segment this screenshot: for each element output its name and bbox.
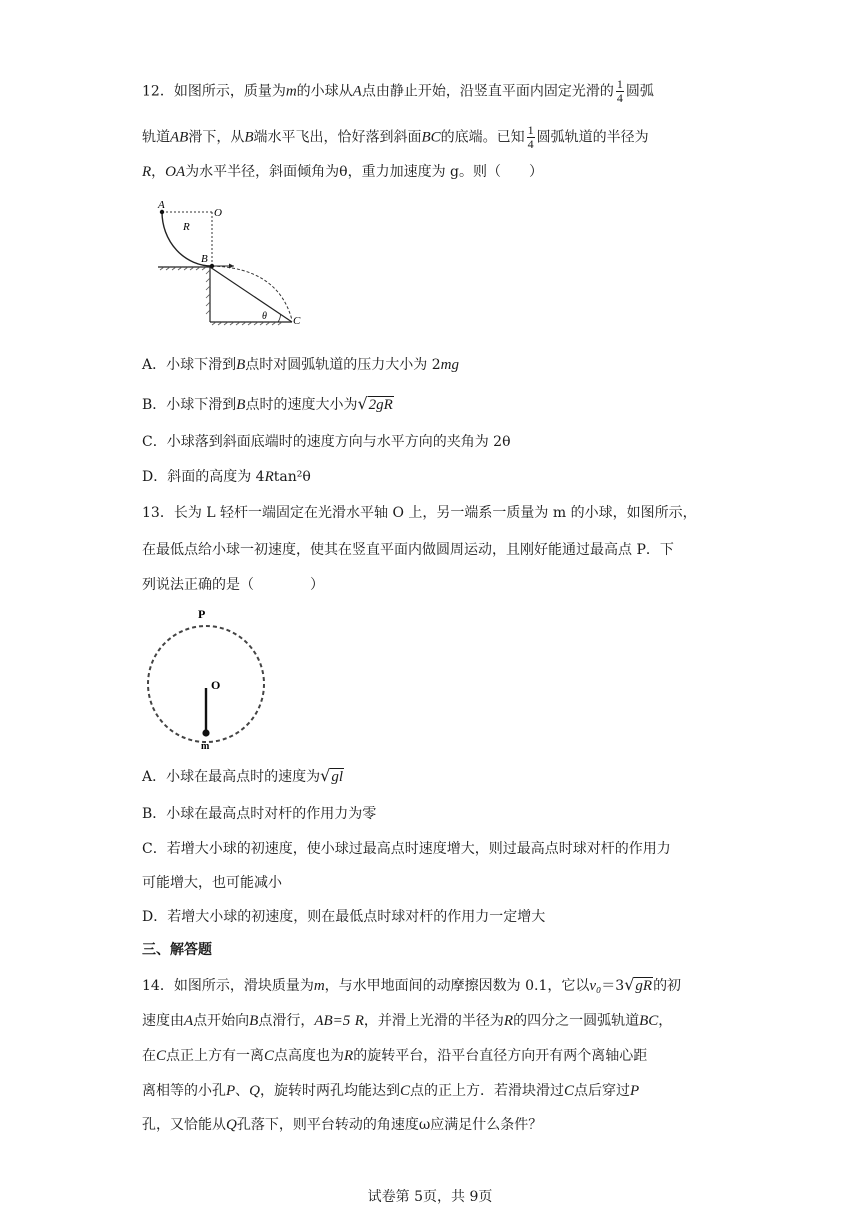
quarter-fraction: $\frac{1}{4}$	[527, 123, 534, 151]
sqrt-icon: √	[320, 766, 331, 785]
point-b-dot	[210, 264, 214, 268]
projectile-trajectory	[212, 266, 292, 320]
sqrt-icon: √	[357, 394, 368, 413]
label-c: C	[293, 315, 301, 327]
page-footer: 试卷第 5页，共 9页	[367, 1189, 493, 1205]
q12-option-a: A．小球下滑到B点时对圆弧轨道的压力大小为 2mg	[142, 357, 459, 373]
q12-option-d: D．斜面的高度为 4Rtan²θ	[142, 469, 311, 485]
q13-option-d: D．若增大小球的初速度，则在最低点时球对杆的作用力一定增大	[142, 909, 546, 925]
label-theta: θ	[262, 311, 267, 322]
label-m: m	[201, 741, 210, 752]
cliff-hatch	[206, 270, 210, 314]
q14-line-2: 速度由A点开始向B点滑行，AB=5 R，并滑上光滑的半径为R的四分之一圆弧轨道BC，	[142, 1013, 673, 1029]
label-o: O	[211, 678, 221, 692]
q14-line-3: 在C点正上方有一离C点高度也为R的旋转平台，沿平台直径方向开有两个离轴心距	[142, 1048, 648, 1064]
q12-line-1: 12．如图所示，质量为m的小球从A点由静止开始，沿竖直平面内固定光滑的 $\frac{1}{4}$ 圆弧	[142, 77, 654, 105]
q13-option-c-2: 可能增大，也可能减小	[142, 875, 282, 891]
q13-line-2: 在最低点给小球一初速度，使其在竖直平面内做圆周运动，且刚好能通过最高点 P．下	[142, 542, 674, 558]
q14-line-1: 14．如图所示，滑块质量为m，与水甲地面间的动摩擦因数为 0.1，它以v₀＝3√gR的初	[142, 975, 682, 994]
label-o: O	[214, 207, 222, 219]
q12-line-3: R，OA为水平半径，斜面倾角为θ，重力加速度为 g。则（ ）	[142, 164, 544, 180]
q12-option-b: B．小球下滑到B点时的速度大小为√2gR	[142, 394, 393, 413]
q13-line-1: 13．长为 L 轻杆一端固定在光滑水平轴 O 上，另一端系一质量为 m 的小球，如图所示，	[142, 505, 697, 521]
q13-option-c-1: C．若增大小球的初速度，使小球过最高点时速度增大，则过最高点时球对杆的作用力	[142, 841, 671, 857]
q13-line-3: 列说法正确的是（ ）	[142, 577, 324, 593]
ball-dot	[202, 729, 209, 736]
q12-line-2: 轨道AB滑下，从B端水平飞出，恰好落到斜面BC的底端。已知 $\frac{1}{4}$ 圆弧轨道的半径为	[142, 123, 649, 151]
q12-option-c: C．小球落到斜面底端时的速度方向与水平方向的夹角为 2θ	[142, 434, 511, 450]
q13-figure	[140, 604, 274, 752]
q13-option-a: A．小球在最高点时的速度为√gl	[142, 766, 343, 785]
section-heading: 三、解答题	[142, 942, 212, 958]
q12-figure	[150, 196, 310, 332]
q13-option-b: B．小球在最高点时对杆的作用力为零	[142, 806, 377, 822]
label-p: P	[198, 607, 206, 621]
label-a: A	[158, 199, 165, 211]
sqrt-icon: √	[624, 975, 635, 994]
label-b: B	[201, 253, 208, 265]
q14-line-5: 孔，又恰能从Q孔落下，则平台转动的角速度ω应满足什么条件？	[142, 1117, 543, 1133]
quarter-fraction: $\frac{1}{4}$	[616, 77, 623, 105]
theta-arc	[278, 315, 281, 323]
q14-line-4: 离相等的小孔P、Q，旋转时两孔均能达到C点的正上方．若滑块滑过C点后穿过P	[142, 1083, 640, 1099]
label-r: R	[183, 221, 190, 233]
